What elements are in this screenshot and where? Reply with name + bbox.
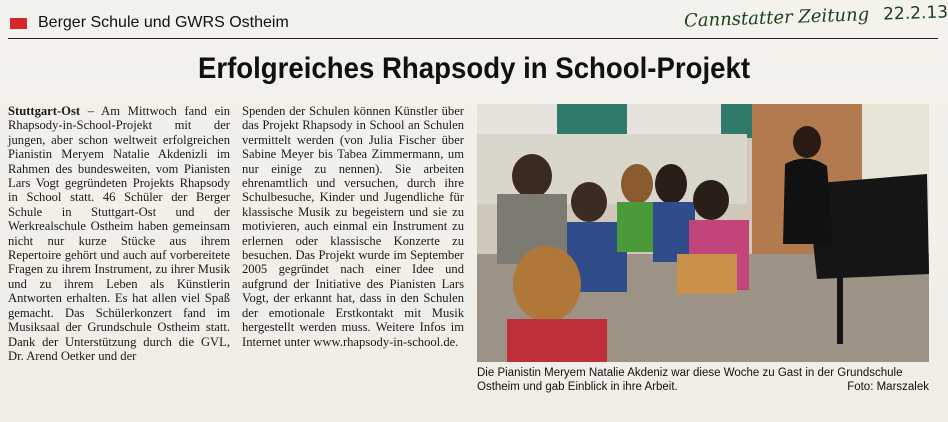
dateline: Stuttgart-Ost <box>8 104 81 118</box>
article-column-2 <box>242 104 464 349</box>
article-headline: Erfolgreiches Rhapsody in School-Projekt <box>197 52 751 85</box>
column-2-text: Spenden der Schulen können Künstler über das Projekt Rhapsody in School an Schulen vermittelt werden (von Julia Fischer über Sabine Meyer bis Tabea Zimmermann, um nur einige zu nennen). Sie arbeiten ehrenamtlich und versuchen, durch ihre Schulbesuche, Kinder und Jugendliche für klassische Musik zu begeistern und sie zu motivieren, auch einmal ein Instrument zu erlernen oder klassische Konzerte zu besuchen. Das Projekt wurde im September 2005 gegründet nach einer Idee und aufgrund der Initiative des Pianisten Lars Vogt, der erkannt hat, dass in den Schulen der emotionale Erstkontakt mit Musik hergestellt werden muss. Weitere Infos im Internet unter www.rhapsody-in-school.de. <box>242 104 464 349</box>
section-marker <box>10 18 27 29</box>
article-column-1 <box>8 104 230 363</box>
column-1-text: – Am Mittwoch fand ein Rhapsody-in-School-Projekt mit der jungen, aber schon weltweit erfolgreichen Pianistin Meryem Natalie Akdenizli im Rahmen des bundesweiten, vom Pianisten Lars Vogt gegründeten Projekts Rhapsody in School statt. 46 Schüler der Berger Schule in Stuttgart-Ost und der Werkrealschule Ostheim haben gemeinsam nicht nur kurze Stücke aus ihrem Repertoire gehört und auch auf vorbereitete Fragen zu ihrem Instrument, zu ihrer Musik und zu ihrem Leben als Künstlerin Antworten erhalten. Es hat allen viel Spaß gemacht. Das Schülerkonzert fand im Musiksaal der Grundschule Ostheim statt. Dank der Unterstützung durch die GVL, Dr. Arend Oetker und der <box>8 104 230 363</box>
photo-credit: Foto: Marszalek <box>847 381 929 393</box>
article-photo <box>477 104 929 362</box>
classroom-photo-illustration <box>477 104 929 362</box>
handwritten-date: 22.2.13 <box>882 2 948 25</box>
caption-text: Die Pianistin Meryem Natalie Akdeniz war diese Woche zu Gast in der Grundschule Ostheim und gab Einblick in ihre Arbeit. <box>477 367 903 393</box>
handwritten-source: Cannstatter Zeitung <box>683 4 870 32</box>
photo-caption <box>477 366 929 394</box>
section-label: Berger Schule und GWRS Ostheim <box>38 14 289 31</box>
